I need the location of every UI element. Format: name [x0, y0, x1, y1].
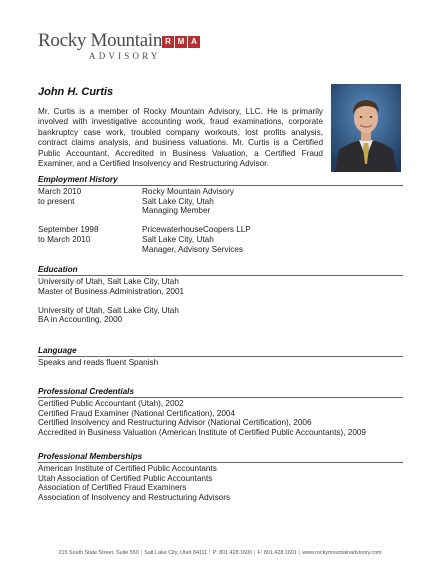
education-list: [38, 277, 403, 325]
employer-location: Salt Lake City, Utah: [142, 234, 214, 244]
logo-subtitle: ADVISORY: [89, 51, 161, 61]
employment-dates: to March 2010: [38, 234, 91, 244]
membership-item: American Institute of Certified Public Accountants: [38, 464, 217, 473]
credentials-list: [38, 399, 403, 437]
logo-badge-letter: R: [162, 36, 174, 48]
language-section: [38, 346, 403, 368]
employment-entry: [38, 225, 403, 254]
language-list: [38, 358, 403, 368]
footer-phone: P: 801.428.1600: [212, 550, 253, 556]
headshot-photo: [331, 84, 401, 172]
section-divider: [38, 185, 403, 186]
membership-item: Utah Association of Certified Public Accountants: [38, 473, 213, 483]
employment-dates: September 1998: [38, 225, 99, 235]
employment-role: Manager, Advisory Services: [142, 244, 244, 254]
page-footer: 215 South State Street, Suite 550 | Salt Lake City, Utah 84111 | P: 801.428.1600 | F: 801.428.1601 | www.rockymountainadvisory.com: [58, 550, 382, 556]
credential-item: Certified Fraud Examiner (National Certification), 2004: [38, 408, 236, 418]
employer-name: PricewaterhouseCoopers LLP: [142, 225, 251, 235]
section-divider: [38, 275, 403, 276]
person-name-text: John H. Curtis: [38, 86, 114, 98]
credentials-section: [38, 387, 403, 437]
employment-dates: to present: [38, 196, 75, 206]
education-degree: BA in Accounting, 2000: [38, 315, 123, 325]
education-section: [38, 265, 403, 325]
employment-role: Managing Member: [142, 206, 211, 216]
section-divider: [38, 356, 403, 357]
logo-badge-letter: M: [175, 36, 187, 48]
footer-address: 215 South State Street, Suite 550: [58, 550, 139, 556]
logo-badge-letter: A: [188, 36, 200, 48]
credential-item: Certified Public Accountant (Utah), 2002: [38, 399, 184, 408]
logo-wordmark: Rocky Mountain: [38, 30, 163, 51]
education-school: University of Utah, Salt Lake City, Utah: [38, 277, 179, 286]
section-title: Education: [38, 265, 78, 274]
credential-item: Certified Insolvency and Restructuring Advisor (National Certification), 2006: [38, 418, 312, 428]
employment-list: [38, 187, 403, 254]
company-logo: [38, 30, 238, 64]
person-name: [38, 86, 113, 99]
section-title: Professional Memberships: [38, 452, 143, 461]
employer-location: Salt Lake City, Utah: [142, 196, 214, 206]
education-degree: Master of Business Administration, 2001: [38, 286, 185, 296]
employer-name: Rocky Mountain Advisory: [142, 187, 234, 196]
headshot-illustration: [331, 84, 401, 172]
employment-section: [38, 175, 403, 254]
logo-badge: [162, 36, 200, 48]
employment-dates: March 2010: [38, 187, 82, 196]
footer-website-link[interactable]: www.rockymountainadvisory.com: [302, 550, 382, 556]
language-item: Speaks and reads fluent Spanish: [38, 358, 159, 367]
section-divider: [38, 397, 403, 398]
footer-fax: F: 801.428.1601: [257, 550, 297, 556]
membership-item: Association of Certified Fraud Examiners: [38, 483, 187, 493]
footer-city: Salt Lake City, Utah 84111: [144, 550, 208, 556]
section-title: Professional Credentials: [38, 387, 135, 396]
section-title: Employment History: [38, 175, 118, 184]
employment-entry: [38, 187, 403, 216]
memberships-section: [38, 452, 403, 502]
membership-item: Association of Insolvency and Restructuring Advisors: [38, 492, 231, 502]
memberships-list: [38, 464, 403, 502]
section-title: Language: [38, 346, 77, 355]
section-divider: [38, 462, 403, 463]
person-bio: Mr. Curtis is a member of Rocky Mountain Advisory, LLC. He is primarily involved with investigative accounting work, fraud examinations, corporate bankruptcy case work, troubled company workouts, lost profits analysis, contract claims analysis, and business valuations. Mr. Curtis is a Certified Public Accountant, Accredited in Business Valuation, a Certified Fraud Examiner, and a Certified Insolvency and Restructuring Advisor.: [38, 107, 323, 169]
education-school: University of Utah, Salt Lake City, Utah: [38, 305, 179, 315]
credential-item: Accredited in Business Valuation (American Institute of Certified Public Accountants), 2009: [38, 427, 366, 437]
